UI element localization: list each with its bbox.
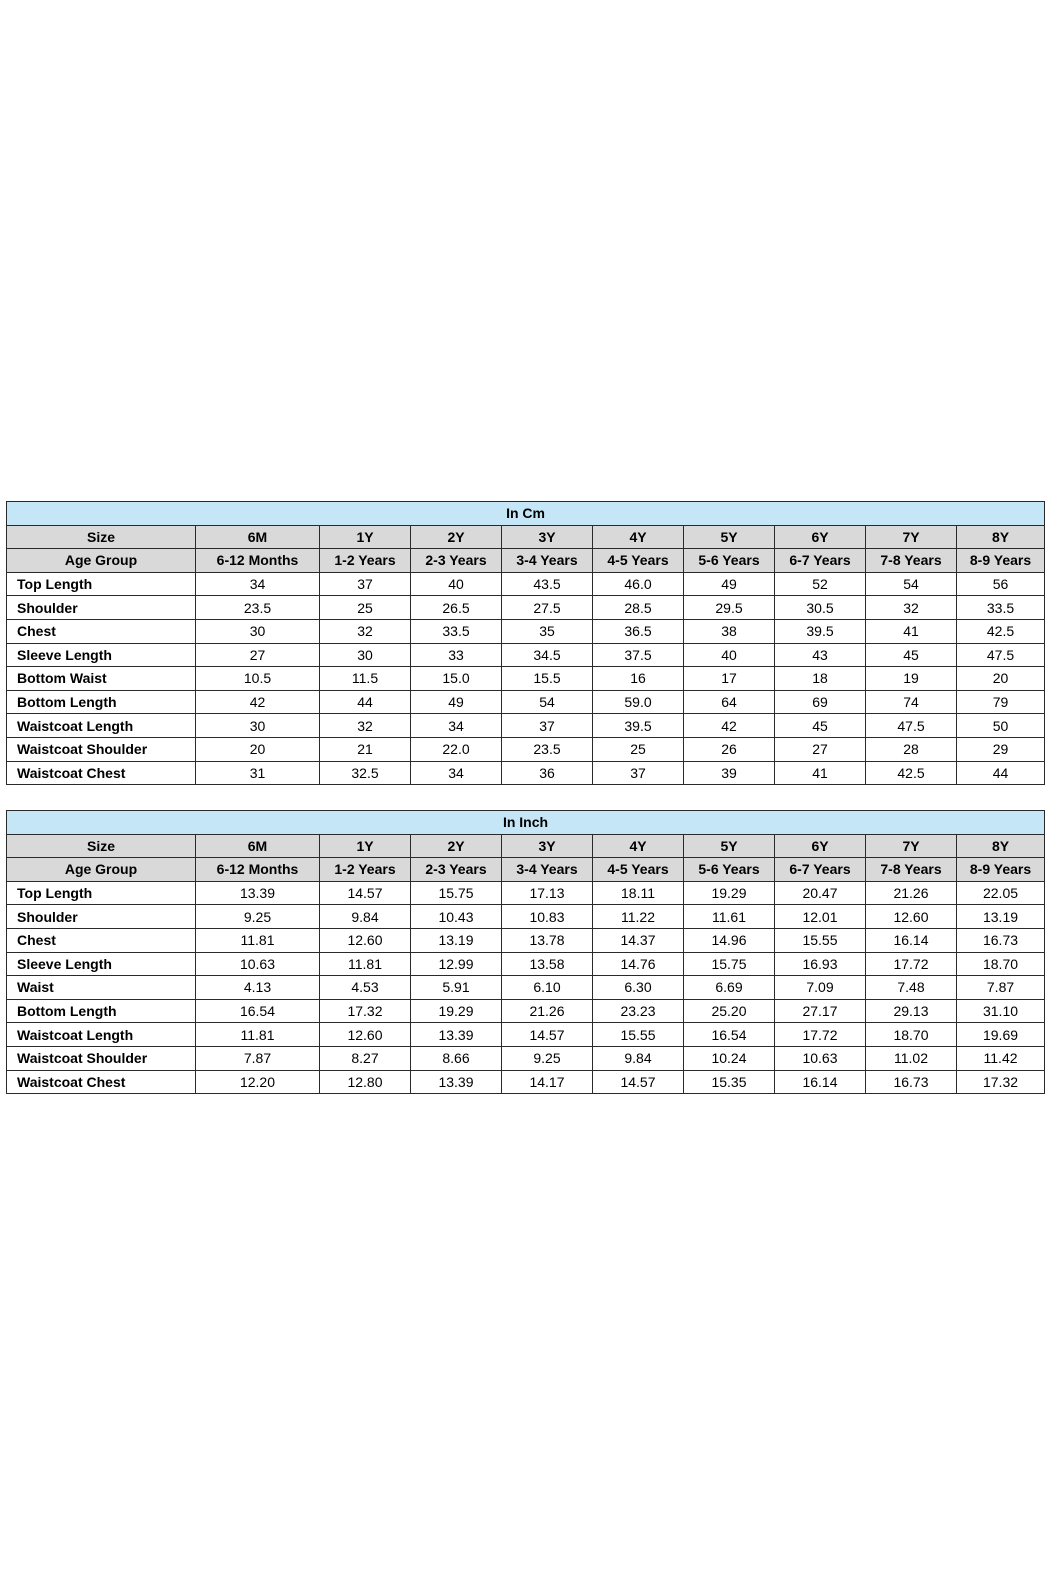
measurement-label: Bottom Waist bbox=[7, 667, 196, 691]
measurement-value: 16.54 bbox=[196, 999, 320, 1023]
measurement-value: 21 bbox=[320, 737, 411, 761]
measurement-value: 23.23 bbox=[593, 999, 684, 1023]
measurement-value: 7.09 bbox=[775, 976, 866, 1000]
measurement-value: 11.81 bbox=[196, 928, 320, 952]
measurement-value: 16 bbox=[593, 667, 684, 691]
measurement-value: 37 bbox=[320, 572, 411, 596]
measurement-value: 6.69 bbox=[684, 976, 775, 1000]
measurement-value: 15.75 bbox=[684, 952, 775, 976]
age-group-header-cell: 8-9 Years bbox=[957, 858, 1045, 882]
measurement-label: Waist bbox=[7, 976, 196, 1000]
size-header-cell: 6Y bbox=[775, 834, 866, 858]
measurement-value: 21.26 bbox=[866, 881, 957, 905]
measurement-value: 12.60 bbox=[320, 928, 411, 952]
measurement-value: 20 bbox=[196, 737, 320, 761]
measurement-value: 17 bbox=[684, 667, 775, 691]
measurement-value: 7.87 bbox=[196, 1046, 320, 1070]
measurement-value: 17.13 bbox=[502, 881, 593, 905]
measurement-value: 11.42 bbox=[957, 1046, 1045, 1070]
measurement-value: 26 bbox=[684, 737, 775, 761]
measurement-value: 5.91 bbox=[411, 976, 502, 1000]
age-group-header-row bbox=[7, 549, 1045, 573]
measurement-value: 16.14 bbox=[775, 1070, 866, 1094]
measurement-value: 13.39 bbox=[411, 1070, 502, 1094]
age-group-header-cell: 3-4 Years bbox=[502, 858, 593, 882]
measurement-value: 25.20 bbox=[684, 999, 775, 1023]
measurement-value: 30.5 bbox=[775, 596, 866, 620]
table-row bbox=[7, 952, 1045, 976]
measurement-value: 42 bbox=[684, 714, 775, 738]
measurement-label: Waistcoat Shoulder bbox=[7, 737, 196, 761]
measurement-value: 41 bbox=[775, 761, 866, 785]
measurement-value: 14.17 bbox=[502, 1070, 593, 1094]
measurement-value: 10.83 bbox=[502, 905, 593, 929]
measurement-value: 34 bbox=[411, 761, 502, 785]
measurement-value: 15.0 bbox=[411, 667, 502, 691]
measurement-value: 22.0 bbox=[411, 737, 502, 761]
measurement-value: 42 bbox=[196, 690, 320, 714]
table-row bbox=[7, 881, 1045, 905]
measurement-value: 6.30 bbox=[593, 976, 684, 1000]
age-group-header-cell: 5-6 Years bbox=[684, 549, 775, 573]
measurement-value: 36 bbox=[502, 761, 593, 785]
measurement-value: 30 bbox=[196, 714, 320, 738]
measurement-value: 16.73 bbox=[957, 928, 1045, 952]
measurement-value: 28.5 bbox=[593, 596, 684, 620]
age-group-header-label: Age Group bbox=[7, 549, 196, 573]
age-group-header-cell: 4-5 Years bbox=[593, 549, 684, 573]
measurement-value: 27.5 bbox=[502, 596, 593, 620]
age-group-header-cell: 5-6 Years bbox=[684, 858, 775, 882]
measurement-value: 18.70 bbox=[866, 1023, 957, 1047]
measurement-value: 19.69 bbox=[957, 1023, 1045, 1047]
table-row bbox=[7, 976, 1045, 1000]
measurement-value: 15.5 bbox=[502, 667, 593, 691]
measurement-value: 18.70 bbox=[957, 952, 1045, 976]
measurement-value: 13.39 bbox=[196, 881, 320, 905]
measurement-value: 30 bbox=[196, 619, 320, 643]
measurement-value: 52 bbox=[775, 572, 866, 596]
measurement-value: 16.14 bbox=[866, 928, 957, 952]
measurement-value: 12.80 bbox=[320, 1070, 411, 1094]
age-group-header-cell: 6-7 Years bbox=[775, 858, 866, 882]
age-group-header-cell: 1-2 Years bbox=[320, 549, 411, 573]
measurement-value: 50 bbox=[957, 714, 1045, 738]
size-header-label: Size bbox=[7, 525, 196, 549]
size-header-cell: 7Y bbox=[866, 525, 957, 549]
size-header-cell: 8Y bbox=[957, 834, 1045, 858]
measurement-value: 32 bbox=[320, 714, 411, 738]
measurement-label: Chest bbox=[7, 928, 196, 952]
measurement-label: Sleeve Length bbox=[7, 643, 196, 667]
measurement-value: 15.35 bbox=[684, 1070, 775, 1094]
age-group-header-cell: 4-5 Years bbox=[593, 858, 684, 882]
measurement-value: 27 bbox=[196, 643, 320, 667]
measurement-value: 79 bbox=[957, 690, 1045, 714]
measurement-value: 42.5 bbox=[866, 761, 957, 785]
measurement-value: 14.76 bbox=[593, 952, 684, 976]
measurement-label: Waistcoat Chest bbox=[7, 1070, 196, 1094]
measurement-value: 7.87 bbox=[957, 976, 1045, 1000]
measurement-value: 45 bbox=[866, 643, 957, 667]
measurement-value: 34 bbox=[411, 714, 502, 738]
measurement-value: 20.47 bbox=[775, 881, 866, 905]
size-header-cell: 5Y bbox=[684, 834, 775, 858]
measurement-value: 12.01 bbox=[775, 905, 866, 929]
measurement-value: 17.32 bbox=[320, 999, 411, 1023]
measurement-value: 10.43 bbox=[411, 905, 502, 929]
measurement-value: 37.5 bbox=[593, 643, 684, 667]
measurement-value: 17.72 bbox=[866, 952, 957, 976]
age-group-header-cell: 6-7 Years bbox=[775, 549, 866, 573]
measurement-value: 13.58 bbox=[502, 952, 593, 976]
measurement-value: 17.32 bbox=[957, 1070, 1045, 1094]
measurement-value: 14.57 bbox=[502, 1023, 593, 1047]
measurement-value: 54 bbox=[502, 690, 593, 714]
measurement-value: 23.5 bbox=[196, 596, 320, 620]
measurement-value: 10.24 bbox=[684, 1046, 775, 1070]
measurement-value: 44 bbox=[957, 761, 1045, 785]
measurement-value: 25 bbox=[593, 737, 684, 761]
measurement-value: 15.55 bbox=[775, 928, 866, 952]
age-group-header-cell: 6-12 Months bbox=[196, 858, 320, 882]
table-row bbox=[7, 928, 1045, 952]
measurement-value: 45 bbox=[775, 714, 866, 738]
measurement-value: 39.5 bbox=[775, 619, 866, 643]
measurement-value: 13.39 bbox=[411, 1023, 502, 1047]
measurement-value: 8.27 bbox=[320, 1046, 411, 1070]
size-header-cell: 1Y bbox=[320, 834, 411, 858]
measurement-value: 11.61 bbox=[684, 905, 775, 929]
table-row bbox=[7, 1023, 1045, 1047]
measurement-value: 33.5 bbox=[411, 619, 502, 643]
measurement-label: Chest bbox=[7, 619, 196, 643]
measurement-value: 64 bbox=[684, 690, 775, 714]
measurement-value: 19.29 bbox=[684, 881, 775, 905]
size-header-cell: 8Y bbox=[957, 525, 1045, 549]
measurement-value: 13.19 bbox=[957, 905, 1045, 929]
table-row bbox=[7, 667, 1045, 691]
measurement-label: Bottom Length bbox=[7, 690, 196, 714]
measurement-value: 11.22 bbox=[593, 905, 684, 929]
age-group-header-cell: 1-2 Years bbox=[320, 858, 411, 882]
measurement-value: 9.25 bbox=[196, 905, 320, 929]
table-row bbox=[7, 999, 1045, 1023]
measurement-value: 9.25 bbox=[502, 1046, 593, 1070]
measurement-value: 15.55 bbox=[593, 1023, 684, 1047]
measurement-value: 32 bbox=[866, 596, 957, 620]
measurement-value: 26.5 bbox=[411, 596, 502, 620]
measurement-value: 14.57 bbox=[320, 881, 411, 905]
size-chart-cm bbox=[6, 501, 1045, 785]
size-header-row bbox=[7, 525, 1045, 549]
measurement-value: 35 bbox=[502, 619, 593, 643]
size-header-cell: 5Y bbox=[684, 525, 775, 549]
measurement-value: 41 bbox=[866, 619, 957, 643]
size-header-cell: 4Y bbox=[593, 525, 684, 549]
measurement-value: 49 bbox=[411, 690, 502, 714]
measurement-label: Bottom Length bbox=[7, 999, 196, 1023]
measurement-value: 33.5 bbox=[957, 596, 1045, 620]
measurement-value: 13.19 bbox=[411, 928, 502, 952]
measurement-value: 12.20 bbox=[196, 1070, 320, 1094]
measurement-value: 18 bbox=[775, 667, 866, 691]
measurement-value: 12.60 bbox=[320, 1023, 411, 1047]
measurement-value: 34 bbox=[196, 572, 320, 596]
age-group-header-label: Age Group bbox=[7, 858, 196, 882]
measurement-value: 19.29 bbox=[411, 999, 502, 1023]
measurement-value: 27.17 bbox=[775, 999, 866, 1023]
measurement-value: 16.93 bbox=[775, 952, 866, 976]
measurement-label: Waistcoat Shoulder bbox=[7, 1046, 196, 1070]
measurement-value: 74 bbox=[866, 690, 957, 714]
measurement-value: 42.5 bbox=[957, 619, 1045, 643]
table-row bbox=[7, 596, 1045, 620]
measurement-value: 10.5 bbox=[196, 667, 320, 691]
measurement-label: Shoulder bbox=[7, 596, 196, 620]
size-header-cell: 7Y bbox=[866, 834, 957, 858]
table-title-row bbox=[7, 502, 1045, 526]
measurement-value: 47.5 bbox=[866, 714, 957, 738]
measurement-value: 40 bbox=[684, 643, 775, 667]
measurement-value: 40 bbox=[411, 572, 502, 596]
measurement-value: 16.54 bbox=[684, 1023, 775, 1047]
measurement-value: 14.57 bbox=[593, 1070, 684, 1094]
size-header-cell: 3Y bbox=[502, 834, 593, 858]
measurement-label: Top Length bbox=[7, 881, 196, 905]
measurement-value: 19 bbox=[866, 667, 957, 691]
table-row bbox=[7, 643, 1045, 667]
measurement-value: 16.73 bbox=[866, 1070, 957, 1094]
table-title: In Inch bbox=[7, 811, 1045, 835]
measurement-value: 39 bbox=[684, 761, 775, 785]
table-row bbox=[7, 1046, 1045, 1070]
measurement-value: 20 bbox=[957, 667, 1045, 691]
size-header-cell: 1Y bbox=[320, 525, 411, 549]
table-row bbox=[7, 761, 1045, 785]
measurement-value: 18.11 bbox=[593, 881, 684, 905]
measurement-value: 43.5 bbox=[502, 572, 593, 596]
measurement-value: 4.53 bbox=[320, 976, 411, 1000]
measurement-value: 11.81 bbox=[196, 1023, 320, 1047]
measurement-value: 33 bbox=[411, 643, 502, 667]
measurement-value: 17.72 bbox=[775, 1023, 866, 1047]
age-group-header-row bbox=[7, 858, 1045, 882]
measurement-value: 36.5 bbox=[593, 619, 684, 643]
measurement-value: 38 bbox=[684, 619, 775, 643]
age-group-header-cell: 2-3 Years bbox=[411, 549, 502, 573]
measurement-value: 28 bbox=[866, 737, 957, 761]
measurement-value: 6.10 bbox=[502, 976, 593, 1000]
measurement-value: 13.78 bbox=[502, 928, 593, 952]
size-header-cell: 2Y bbox=[411, 834, 502, 858]
measurement-value: 12.60 bbox=[866, 905, 957, 929]
table-row bbox=[7, 690, 1045, 714]
measurement-value: 43 bbox=[775, 643, 866, 667]
size-header-cell: 3Y bbox=[502, 525, 593, 549]
measurement-value: 15.75 bbox=[411, 881, 502, 905]
measurement-value: 11.81 bbox=[320, 952, 411, 976]
measurement-value: 46.0 bbox=[593, 572, 684, 596]
measurement-value: 7.48 bbox=[866, 976, 957, 1000]
size-header-cell: 4Y bbox=[593, 834, 684, 858]
measurement-value: 69 bbox=[775, 690, 866, 714]
measurement-value: 39.5 bbox=[593, 714, 684, 738]
measurement-value: 32.5 bbox=[320, 761, 411, 785]
size-chart-inch bbox=[6, 810, 1045, 1094]
table-row bbox=[7, 737, 1045, 761]
size-header-label: Size bbox=[7, 834, 196, 858]
measurement-value: 9.84 bbox=[593, 1046, 684, 1070]
measurement-value: 34.5 bbox=[502, 643, 593, 667]
table-row bbox=[7, 619, 1045, 643]
measurement-value: 37 bbox=[593, 761, 684, 785]
measurement-label: Waistcoat Length bbox=[7, 714, 196, 738]
measurement-value: 47.5 bbox=[957, 643, 1045, 667]
size-header-row bbox=[7, 834, 1045, 858]
measurement-label: Shoulder bbox=[7, 905, 196, 929]
measurement-value: 23.5 bbox=[502, 737, 593, 761]
measurement-value: 29.5 bbox=[684, 596, 775, 620]
measurement-value: 31 bbox=[196, 761, 320, 785]
measurement-value: 29.13 bbox=[866, 999, 957, 1023]
age-group-header-cell: 7-8 Years bbox=[866, 858, 957, 882]
measurement-value: 21.26 bbox=[502, 999, 593, 1023]
age-group-header-cell: 8-9 Years bbox=[957, 549, 1045, 573]
measurement-value: 44 bbox=[320, 690, 411, 714]
measurement-value: 12.99 bbox=[411, 952, 502, 976]
table-title-row bbox=[7, 811, 1045, 835]
age-group-header-cell: 7-8 Years bbox=[866, 549, 957, 573]
measurement-value: 31.10 bbox=[957, 999, 1045, 1023]
measurement-value: 14.37 bbox=[593, 928, 684, 952]
measurement-label: Waistcoat Chest bbox=[7, 761, 196, 785]
measurement-value: 27 bbox=[775, 737, 866, 761]
measurement-value: 29 bbox=[957, 737, 1045, 761]
measurement-value: 30 bbox=[320, 643, 411, 667]
measurement-value: 8.66 bbox=[411, 1046, 502, 1070]
size-header-cell: 6Y bbox=[775, 525, 866, 549]
measurement-value: 37 bbox=[502, 714, 593, 738]
measurement-value: 11.02 bbox=[866, 1046, 957, 1070]
measurement-value: 59.0 bbox=[593, 690, 684, 714]
age-group-header-cell: 6-12 Months bbox=[196, 549, 320, 573]
table-row bbox=[7, 572, 1045, 596]
age-group-header-cell: 3-4 Years bbox=[502, 549, 593, 573]
measurement-value: 11.5 bbox=[320, 667, 411, 691]
measurement-value: 10.63 bbox=[775, 1046, 866, 1070]
measurement-label: Sleeve Length bbox=[7, 952, 196, 976]
measurement-value: 14.96 bbox=[684, 928, 775, 952]
age-group-header-cell: 2-3 Years bbox=[411, 858, 502, 882]
measurement-value: 10.63 bbox=[196, 952, 320, 976]
measurement-value: 25 bbox=[320, 596, 411, 620]
size-header-cell: 6M bbox=[196, 834, 320, 858]
table-row bbox=[7, 714, 1045, 738]
measurement-value: 49 bbox=[684, 572, 775, 596]
measurement-label: Top Length bbox=[7, 572, 196, 596]
measurement-value: 22.05 bbox=[957, 881, 1045, 905]
measurement-value: 32 bbox=[320, 619, 411, 643]
measurement-value: 56 bbox=[957, 572, 1045, 596]
measurement-value: 9.84 bbox=[320, 905, 411, 929]
measurement-value: 54 bbox=[866, 572, 957, 596]
measurement-label: Waistcoat Length bbox=[7, 1023, 196, 1047]
size-header-cell: 6M bbox=[196, 525, 320, 549]
table-title: In Cm bbox=[7, 502, 1045, 526]
table-row bbox=[7, 1070, 1045, 1094]
measurement-value: 4.13 bbox=[196, 976, 320, 1000]
table-row bbox=[7, 905, 1045, 929]
size-header-cell: 2Y bbox=[411, 525, 502, 549]
